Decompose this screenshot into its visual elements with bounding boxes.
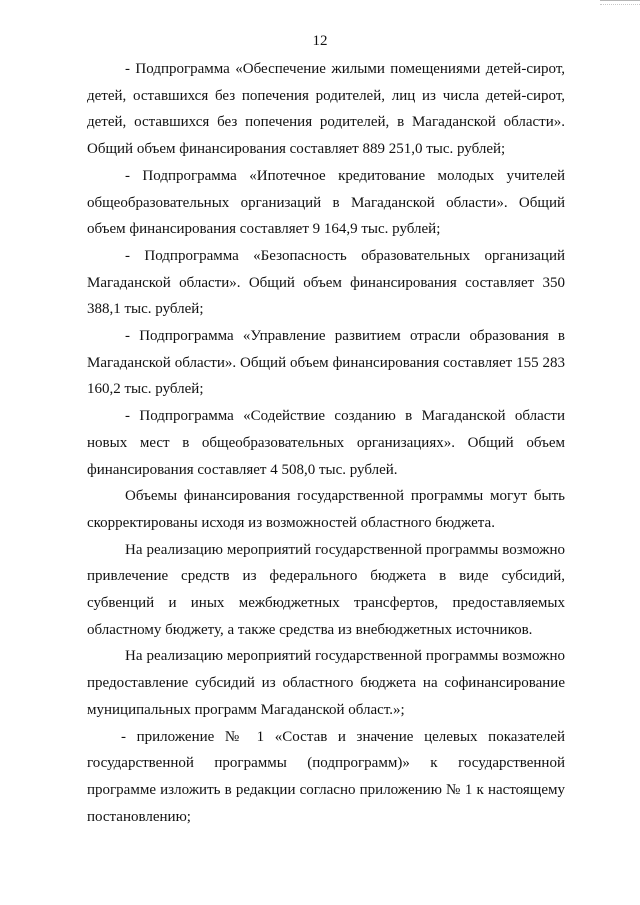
subprogram-new-school-places: - Подпрограмма «Содействие созданию в Магаданской области новых мест в общеобразовательных организациях». Общий объем финансирования составляет 4 508,0 тыс. рублей. <box>87 408 565 478</box>
subprogram-education-management: - Подпрограмма «Управление развитием отрасли образования в Магаданской области». Общий объем финансирования составляет 155 283 160,2 тыс. рублей; <box>87 328 565 398</box>
document-body <box>87 56 565 830</box>
federal-funding-paragraph: На реализацию мероприятий государственной программы возможно привлечение средств из федерального бюджета в виде субсидий, субвенций и иных межбюджетных трансфертов, предоставляемых областному бюджету, а также средства из внебюджетных источников. <box>87 541 565 638</box>
subprogram-housing-orphans: - Подпрограмма «Обеспечение жилыми помещениями детей-сирот, детей, оставшихся без попечения родителей, лиц из числа детей-сирот, детей, оставшихся без попечения родителей, в Магаданской области». Общий объем финансирования составляет 889 251,0 тыс. рублей; <box>87 61 565 158</box>
scan-edge-mark <box>600 0 640 5</box>
municipal-subsidy-paragraph: На реализацию мероприятий государственной программы возможно предоставление субсидий из областного бюджета на софинансирование муниципальных программ Магаданской област.»; <box>87 648 565 718</box>
subprogram-school-safety: - Подпрограмма «Безопасность образовательных организаций Магаданской области». Общий объем финансирования составляет 350 388,1 тыс. рублей; <box>87 247 565 318</box>
subprogram-teacher-mortgage: - Подпрограмма «Ипотечное кредитование молодых учителей общеобразовательных организаций в Магаданской области». Общий объем финансирования составляет 9 164,9 тыс. рублей; <box>87 167 565 238</box>
funding-adjustment-paragraph: Объемы финансирования государственной программы могут быть скорректированы исходя из возможностей областного бюджета. <box>87 488 565 531</box>
page-number: 12 <box>312 33 328 49</box>
appendix-amendment-paragraph: - приложение № 1 «Состав и значение целевых показателей государственной программы (подпрограмм)» к государственной программе изложить в редакции согласно приложению № 1 к настоящему постановлению; <box>87 728 565 825</box>
